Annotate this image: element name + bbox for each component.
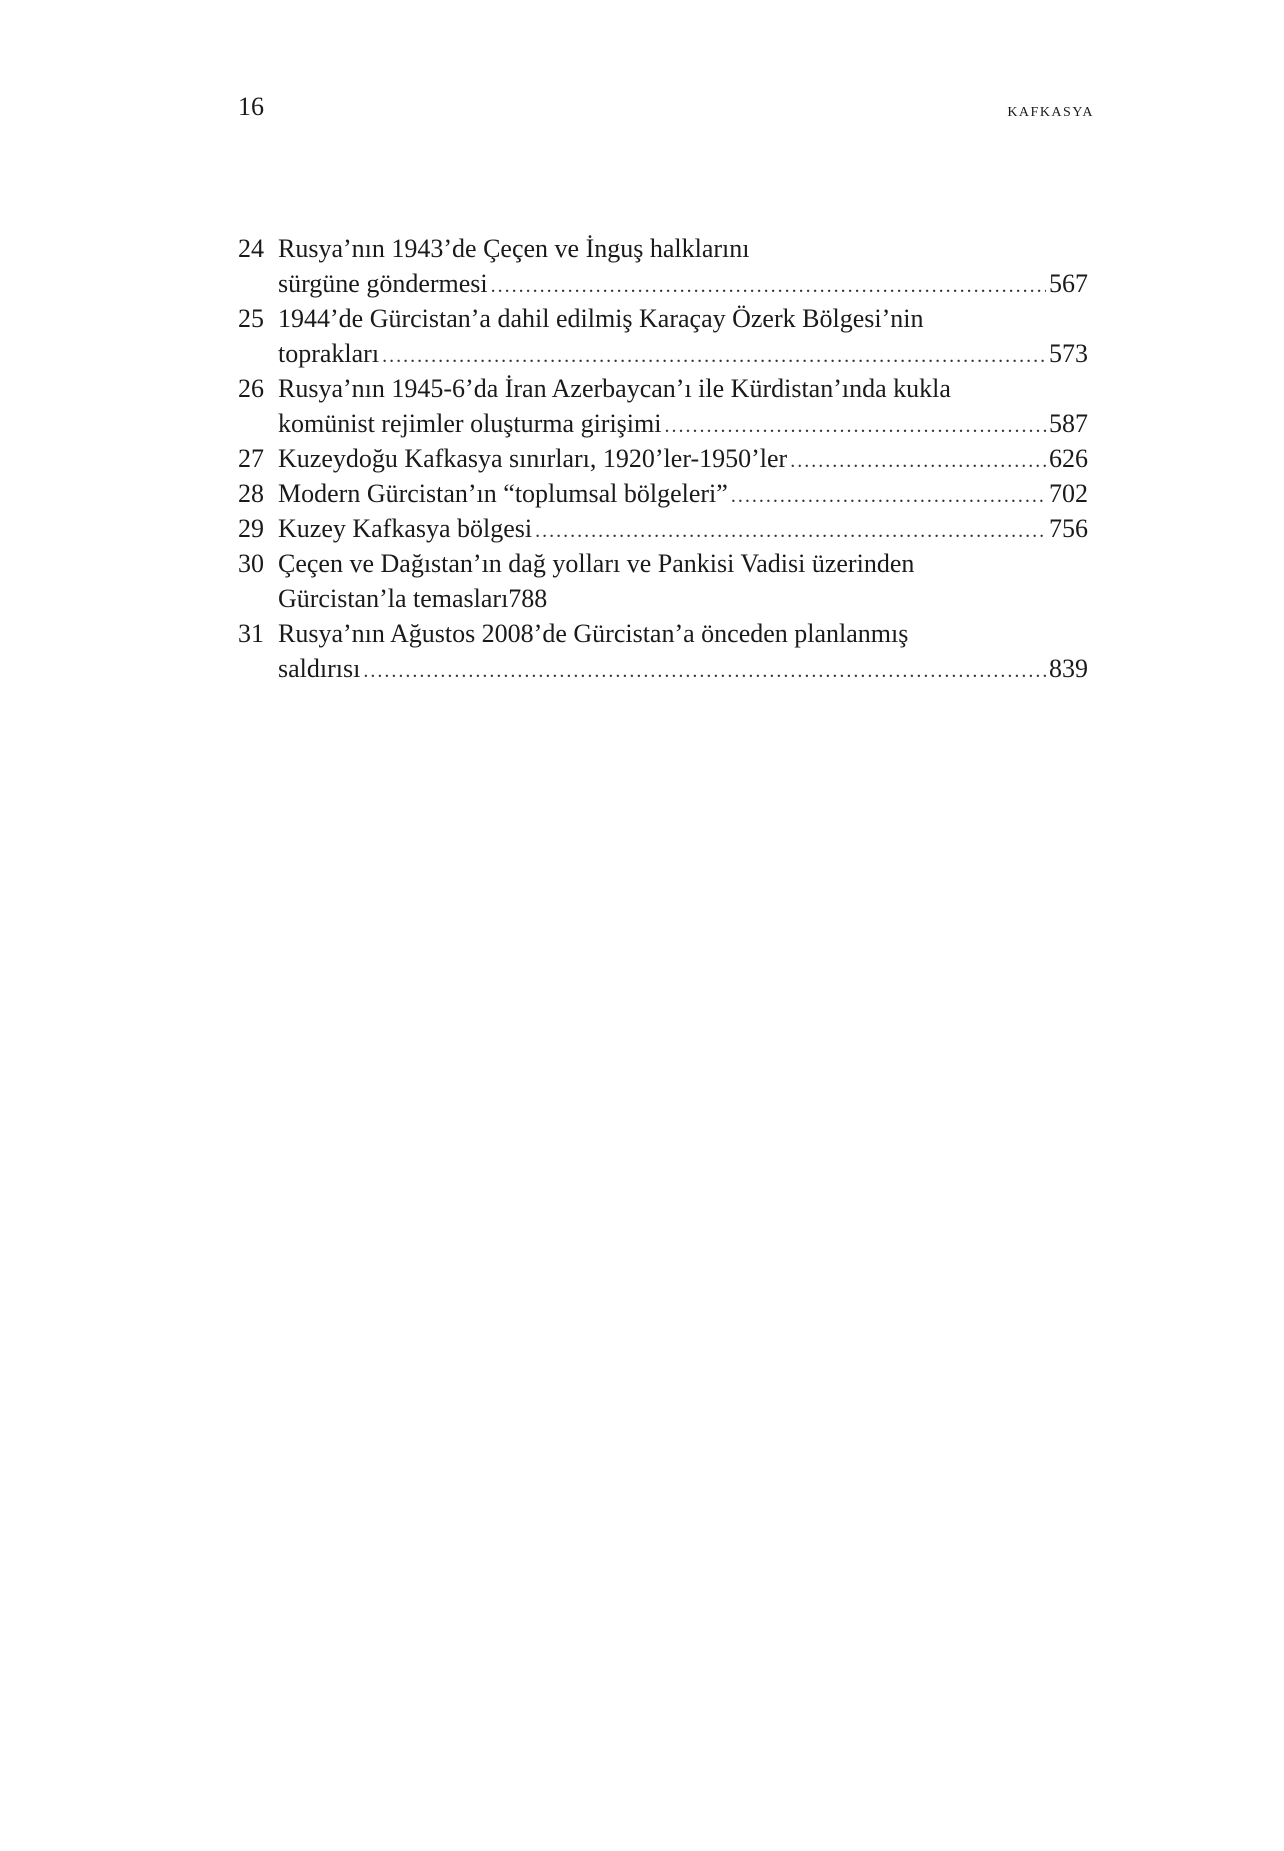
- toc-entry-page: 573: [1049, 339, 1088, 368]
- toc-entry-page: 587: [1049, 409, 1088, 438]
- toc-entry-page: 626: [1049, 444, 1088, 473]
- toc-entry-31: [238, 616, 1088, 686]
- toc-entry-title: 1944’de Gürcistan’a dahil edilmiş Karaçay Özerk Bölgesi’nin: [278, 304, 924, 333]
- toc-entry-page: 702: [1049, 479, 1088, 508]
- toc-entry-title-continued: saldırısı: [278, 654, 361, 683]
- toc-entry-title: Rusya’nın Ağustos 2008’de Gürcistan’a önceden planlanmış: [278, 619, 909, 648]
- toc-entry-29: [238, 511, 1088, 546]
- toc-entry-title: Rusya’nın 1945-6’da İran Azerbaycan’ı ile Kürdistan’ında kukla: [278, 374, 951, 403]
- toc-entry-27: [238, 441, 1088, 476]
- toc-entry-title: Modern Gürcistan’ın “toplumsal bölgeleri”: [278, 479, 728, 508]
- toc-entry-30: [238, 546, 1088, 616]
- toc-entry-title-continued: sürgüne göndermesi: [278, 269, 488, 298]
- dot-leader: [664, 409, 1046, 444]
- toc-entry-title: Kuzey Kafkasya bölgesi: [278, 514, 533, 543]
- dot-leader: [535, 514, 1046, 549]
- toc-entry-title-continued: komünist rejimler oluşturma girişimi: [278, 409, 662, 438]
- toc-entry-24: [238, 231, 1088, 301]
- table-of-contents-list: [238, 231, 1088, 686]
- toc-entry-26: [238, 371, 1088, 441]
- dot-leader: [491, 269, 1046, 304]
- toc-entry-number: 28: [238, 479, 264, 508]
- toc-entry-title: Kuzeydoğu Kafkasya sınırları, 1920’ler-1950’ler: [278, 444, 788, 473]
- dot-leader: [382, 339, 1046, 374]
- toc-entry-number: 27: [238, 444, 264, 473]
- toc-entry-title: Rusya’nın 1943’de Çeçen ve İnguş halklarını: [278, 234, 750, 263]
- toc-entry-number: 30: [238, 549, 264, 578]
- toc-entry-number: 31: [238, 619, 264, 648]
- toc-entry-number: 29: [238, 514, 264, 543]
- toc-entry-title: Çeçen ve Dağıstan’ın dağ yolları ve Pankisi Vadisi üzerinden: [278, 549, 915, 578]
- toc-entry-number: 25: [238, 304, 264, 333]
- toc-entry-page: 756: [1049, 514, 1088, 543]
- page-number: 16: [238, 92, 264, 121]
- toc-entry-28: [238, 476, 1088, 511]
- toc-entry-page: 839: [1049, 654, 1088, 683]
- toc-entry-number: 26: [238, 374, 264, 403]
- toc-entry-title-continued: Gürcistan’la temasları788: [278, 584, 548, 613]
- dot-leader: [731, 479, 1046, 514]
- toc-entry-number: 24: [238, 234, 264, 263]
- toc-entry-page: 567: [1049, 269, 1088, 298]
- dot-leader: [363, 654, 1046, 689]
- toc-entry-25: [238, 301, 1088, 371]
- toc-entry-title-continued: toprakları: [278, 339, 380, 368]
- running-head: KAFKASYA: [1007, 105, 1094, 120]
- dot-leader: [790, 444, 1046, 479]
